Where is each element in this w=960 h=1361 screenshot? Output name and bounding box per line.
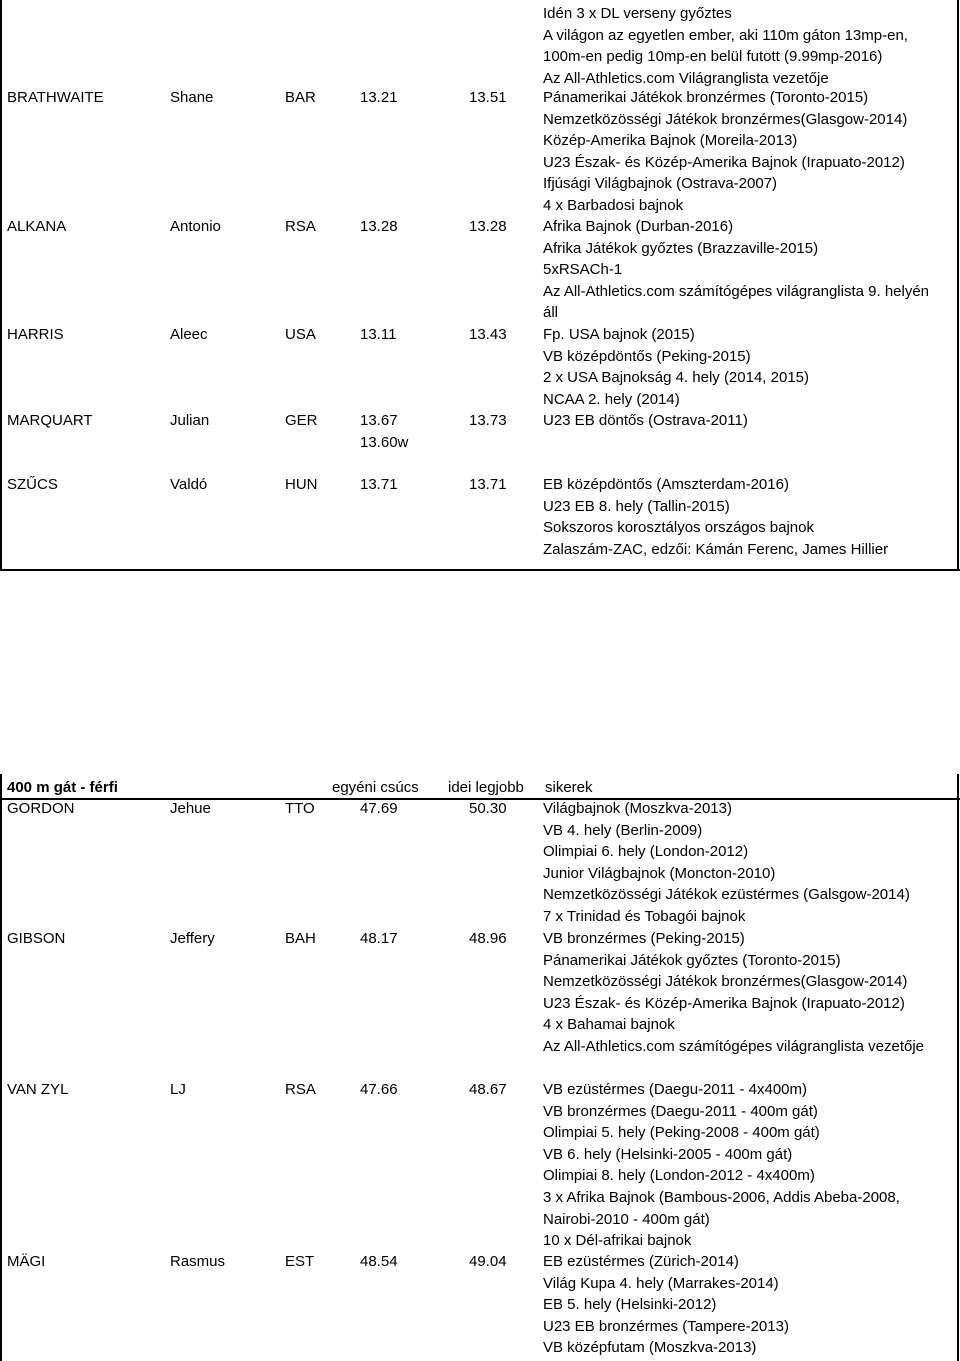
achievement-line: Fp. USA bajnok (2015) [543, 326, 695, 343]
achievement-line: Pánamerikai Játékok bronzérmes (Toronto-2015) [543, 89, 869, 106]
achievement-line: Nemzetközösségi Játékok bronzérmes(Glasgow-2014) [543, 973, 908, 991]
achievement-line: Olimpiai 6. hely (London-2012) [543, 843, 749, 861]
table-border-left [0, 0, 2, 569]
personal-best-wind-assisted: 13.60w [360, 433, 409, 451]
nationality: BAH [285, 930, 316, 947]
nationality: BAR [285, 89, 316, 106]
achievement-line: U23 EB bronzérmes (Tampere-2013) [543, 1317, 789, 1335]
table-border-right [957, 774, 959, 1361]
achievement-line: U23 EB döntős (Ostrava-2011) [543, 412, 748, 429]
season-best: 48.96 [469, 930, 507, 947]
athlete-first-name: Rasmus [170, 1253, 226, 1270]
athlete-last-name: SZŰCS [7, 476, 58, 493]
achievement-line: Nairobi-2010 - 400m gát) [543, 1210, 710, 1228]
athlete-last-name: HARRIS [7, 326, 64, 343]
section-title: 400 m gát - férfi [7, 779, 118, 796]
results-table-400m-hurdles [0, 774, 960, 1361]
achievement-line: Közép-Amerika Bajnok (Moreila-2013) [543, 132, 798, 150]
personal-best: 48.17 [360, 930, 398, 947]
achievement-line: EB középdöntős (Amszterdam-2016) [543, 476, 789, 493]
achievement-line: U23 Észak- és Közép-Amerika Bajnok (Irapuato-2012) [543, 153, 905, 171]
achievement-line: Junior Világbajnok (Moncton-2010) [543, 864, 776, 882]
achievement-line: A világon az egyetlen ember, aki 110m gáton 13mp-en, [543, 26, 908, 44]
achievement-line: U23 EB 8. hely (Tallin-2015) [543, 497, 730, 515]
achievement-line: Az All-Athletics.com Világranglista vezetője [543, 69, 829, 87]
achievement-line: VB középfutam (Moszkva-2013) [543, 1339, 757, 1357]
nationality: TTO [285, 800, 315, 817]
athlete-first-name: Shane [170, 89, 214, 106]
personal-best: 48.54 [360, 1253, 398, 1270]
achievement-line: 4 x Barbadosi bajnok [543, 197, 684, 214]
athlete-last-name: MÄGI [7, 1253, 46, 1270]
achievement-line: Afrika Bajnok (Durban-2016) [543, 218, 734, 235]
season-best: 50.30 [469, 800, 507, 817]
personal-best: 13.28 [360, 218, 398, 235]
athlete-first-name: Jeffery [170, 930, 215, 947]
season-best: 49.04 [469, 1253, 507, 1270]
nationality: RSA [285, 1081, 316, 1098]
achievement-line: NCAA 2. hely (2014) [543, 390, 680, 408]
achievement-line: 7 x Trinidad és Tobagói bajnok [543, 908, 746, 925]
achievement-line: 100m-en pedig 10mp-en belül futott (9.99mp-2016) [543, 48, 883, 66]
nationality: RSA [285, 218, 316, 235]
achievement-line: 4 x Bahamai bajnok [543, 1016, 675, 1034]
achievement-line: 2 x USA Bajnokság 4. hely (2014, 2015) [543, 369, 810, 387]
personal-best: 47.69 [360, 800, 398, 817]
achievement-line: Az All-Athletics.com számítógépes világranglista vezetője [543, 1038, 925, 1055]
nationality: GER [285, 412, 318, 429]
achievement-line: áll [543, 304, 559, 322]
athlete-first-name: Julian [170, 412, 210, 429]
athlete-last-name: ALKANA [7, 218, 67, 235]
achievement-line: 5xRSACh-1 [543, 261, 623, 279]
achievement-line: Afrika Játékok győztes (Brazzaville-2015) [543, 239, 819, 257]
achievement-line: Sokszoros korosztályos országos bajnok [543, 519, 814, 537]
achievement-line: VB 4. hely (Berlin-2009) [543, 821, 703, 839]
achievement-line: Ifjúsági Világbajnok (Ostrava-2007) [543, 175, 778, 193]
athlete-last-name: GORDON [7, 800, 75, 817]
athlete-first-name: Antonio [170, 218, 221, 235]
header-personal-best: egyéni csúcs [332, 779, 419, 796]
season-best: 13.51 [469, 89, 507, 106]
season-best: 13.28 [469, 218, 507, 235]
athlete-last-name: GIBSON [7, 930, 66, 947]
table-border-left [0, 774, 2, 1361]
achievement-line: Olimpiai 5. hely (Peking-2008 - 400m gát) [543, 1124, 820, 1142]
achievement-line: Idén 3 x DL verseny győztes [543, 5, 732, 22]
athlete-first-name: LJ [170, 1081, 186, 1098]
achievement-line: Zalaszám-ZAC, edzői: Kámán Ferenc, James Hillier [543, 540, 889, 558]
athlete-first-name: Valdó [170, 476, 208, 493]
season-best: 13.43 [469, 326, 507, 343]
achievement-line: Világ Kupa 4. hely (Marrakes-2014) [543, 1274, 779, 1292]
athlete-first-name: Jehue [170, 800, 211, 817]
athlete-last-name: VAN ZYL [7, 1081, 69, 1098]
achievement-line: Világbajnok (Moszkva-2013) [543, 800, 732, 817]
season-best: 13.73 [469, 412, 507, 429]
achievement-line: 3 x Afrika Bajnok (Bambous-2006, Addis Abeba-2008, [543, 1189, 900, 1206]
results-table-110m [0, 0, 960, 571]
achievement-line: U23 Észak- és Közép-Amerika Bajnok (Irapuato-2012) [543, 994, 905, 1012]
nationality: USA [285, 326, 316, 343]
personal-best: 13.11 [360, 326, 397, 343]
achievement-line: VB bronzérmes (Daegu-2011 - 400m gát) [543, 1102, 818, 1120]
achievement-line: EB 5. hely (Helsinki-2012) [543, 1296, 717, 1314]
achievement-line: VB középdöntős (Peking-2015) [543, 347, 751, 365]
achievement-line: EB ezüstérmes (Zürich-2014) [543, 1253, 739, 1270]
personal-best: 13.67 [360, 412, 398, 429]
achievement-line: VB ezüstérmes (Daegu-2011 - 4x400m) [543, 1081, 808, 1098]
achievement-line: Pánamerikai Játékok győztes (Toronto-2015) [543, 951, 841, 969]
athlete-first-name: Aleec [170, 326, 208, 343]
nationality: EST [285, 1253, 315, 1270]
achievement-line: Nemzetközösségi Játékok ezüstérmes (Galsgow-2014) [543, 886, 910, 904]
season-best: 13.71 [469, 476, 507, 493]
achievement-line: 10 x Dél-afrikai bajnok [543, 1232, 692, 1250]
achievement-line: Az All-Athletics.com számítógépes világranglista 9. helyén [543, 282, 930, 300]
achievement-line: VB 6. hely (Helsinki-2005 - 400m gát) [543, 1145, 793, 1163]
season-best: 48.67 [469, 1081, 507, 1098]
achievement-line: Olimpiai 8. hely (London-2012 - 4x400m) [543, 1167, 815, 1185]
athlete-last-name: MARQUART [7, 412, 93, 429]
personal-best: 13.71 [360, 476, 398, 493]
nationality: HUN [285, 476, 318, 493]
header-achievements: sikerek [545, 779, 593, 796]
personal-best: 13.21 [360, 89, 398, 106]
achievement-line: Nemzetközösségi Játékok bronzérmes(Glasgow-2014) [543, 110, 908, 128]
achievement-line: VB bronzérmes (Peking-2015) [543, 930, 745, 947]
header-season-best: idei legjobb [448, 779, 524, 796]
personal-best: 47.66 [360, 1081, 398, 1098]
athlete-last-name: BRATHWAITE [7, 89, 104, 106]
table-border-right [957, 0, 959, 569]
